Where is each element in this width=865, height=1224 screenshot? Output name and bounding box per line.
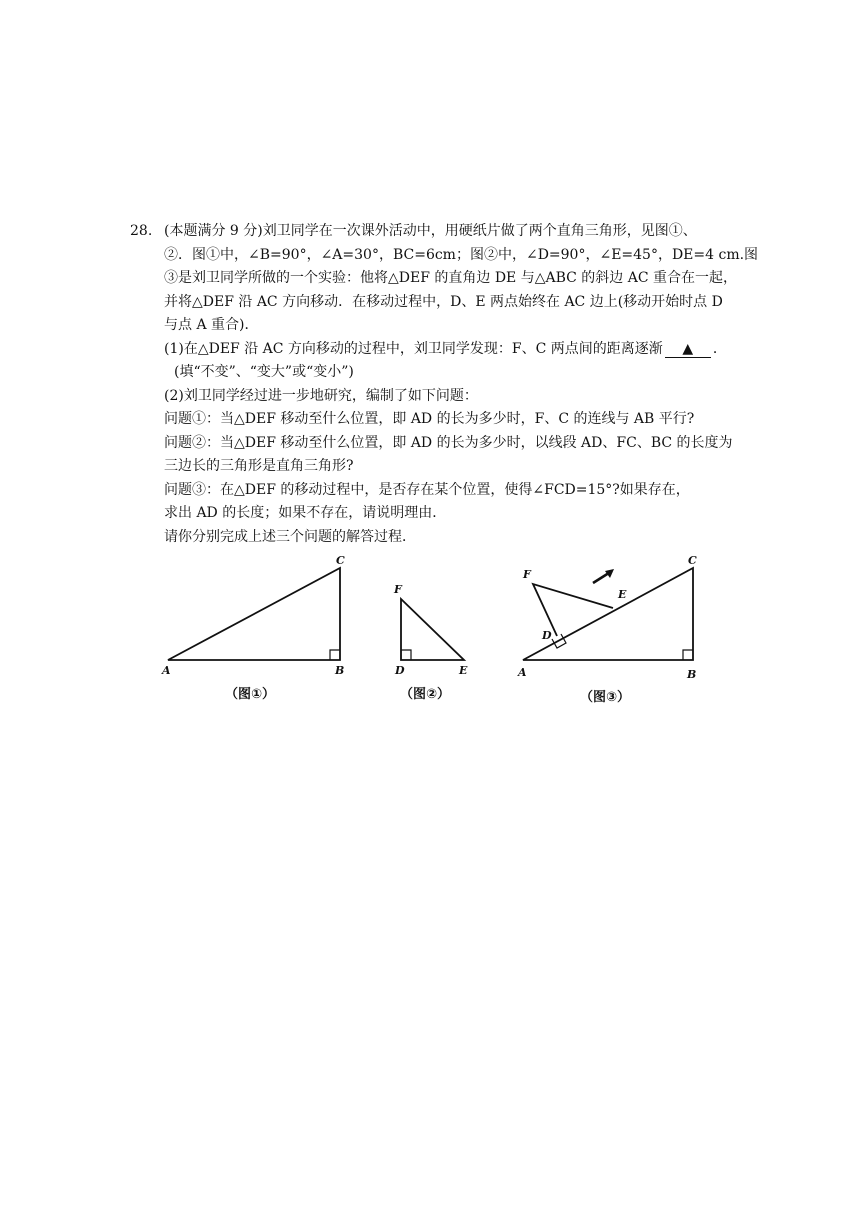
question-3-line-2: 求出 AD 的长度；如果不存在，请说明理由． [164, 505, 447, 521]
label-b-fig3: B [687, 668, 697, 681]
part1-hint: (填“不变”、“变大”或“变小”) [174, 364, 354, 380]
figures-svg [155, 548, 715, 713]
label-a: A [162, 664, 171, 677]
caption-figure-3: （图③） [580, 690, 631, 705]
problem-line-3: ③是刘卫同学所做的一个实验：他将△DEF 的直角边 DE 与△ABC 的斜边 AC 重合在一起， [164, 270, 738, 286]
problem-line-5: 与点 A 重合)． [164, 317, 259, 333]
part1-question: (1)在△DEF 沿 AC 方向移动的过程中，刘卫同学发现：F、C 两点间的距离逐渐 ▲ ． [164, 340, 727, 357]
question-1: 问题①：当△DEF 移动至什么位置，即 AD 的长为多少时，F、C 的连线与 AB 平行? [164, 411, 695, 427]
label-e: E [459, 664, 468, 677]
problem-line-2: ②．图①中，∠B=90°，∠A=30°，BC=6cm；图②中，∠D=90°，∠E=45°，DE=4 cm.图 [164, 246, 759, 263]
label-f: F [394, 583, 402, 596]
answer-blank: ▲ [665, 341, 711, 358]
caption-figure-2: （图②） [400, 687, 451, 702]
label-e-fig3: E [618, 588, 627, 601]
label-f-fig3: F [523, 568, 531, 581]
figure-1 [161, 554, 345, 702]
figure-2 [393, 583, 468, 702]
label-d-fig3: D [542, 629, 552, 642]
right-angle-mark-d [401, 650, 411, 660]
problem-line-1: 28. (本题满分 9 分)刘卫同学在一次课外活动中，用硬纸片做了两个直角三角形，见图①、 [130, 220, 750, 244]
right-angle-mark-b-fig3 [683, 650, 693, 660]
figure-3 [517, 554, 697, 705]
label-c: C [336, 554, 345, 567]
label-b: B [335, 664, 345, 677]
question-2-line-2: 三边长的三角形是直角三角形? [164, 458, 354, 474]
part2-intro: (2)刘卫同学经过进一步地研究，编制了如下问题： [164, 387, 478, 404]
figures [155, 548, 715, 713]
problem-number: 28. [130, 223, 153, 239]
problem-line-4: 并将△DEF 沿 AC 方向移动．在移动过程中，D、E 两点始终在 AC 边上(移动开始时点 D [164, 293, 723, 310]
question-2-line-1: 问题②：当△DEF 移动至什么位置，即 AD 的长为多少时，以线段 AD、FC、BC 的长度为 [164, 434, 733, 451]
label-a-fig3: A [518, 666, 527, 679]
triangle-abc-fig3 [523, 568, 693, 660]
caption-figure-1: （图①） [225, 687, 276, 702]
label-d: D [395, 664, 405, 677]
label-c-fig3: C [688, 554, 697, 567]
problem-28 [130, 220, 759, 549]
closing-instruction: 请你分别完成上述三个问题的解答过程． [164, 528, 416, 545]
triangle-abc [168, 568, 340, 660]
right-angle-mark-b [330, 650, 340, 660]
question-3-line-1: 问题③：在△DEF 的移动过程中，是否存在某个位置，使得∠FCD=15°?如果存在， [164, 481, 690, 498]
